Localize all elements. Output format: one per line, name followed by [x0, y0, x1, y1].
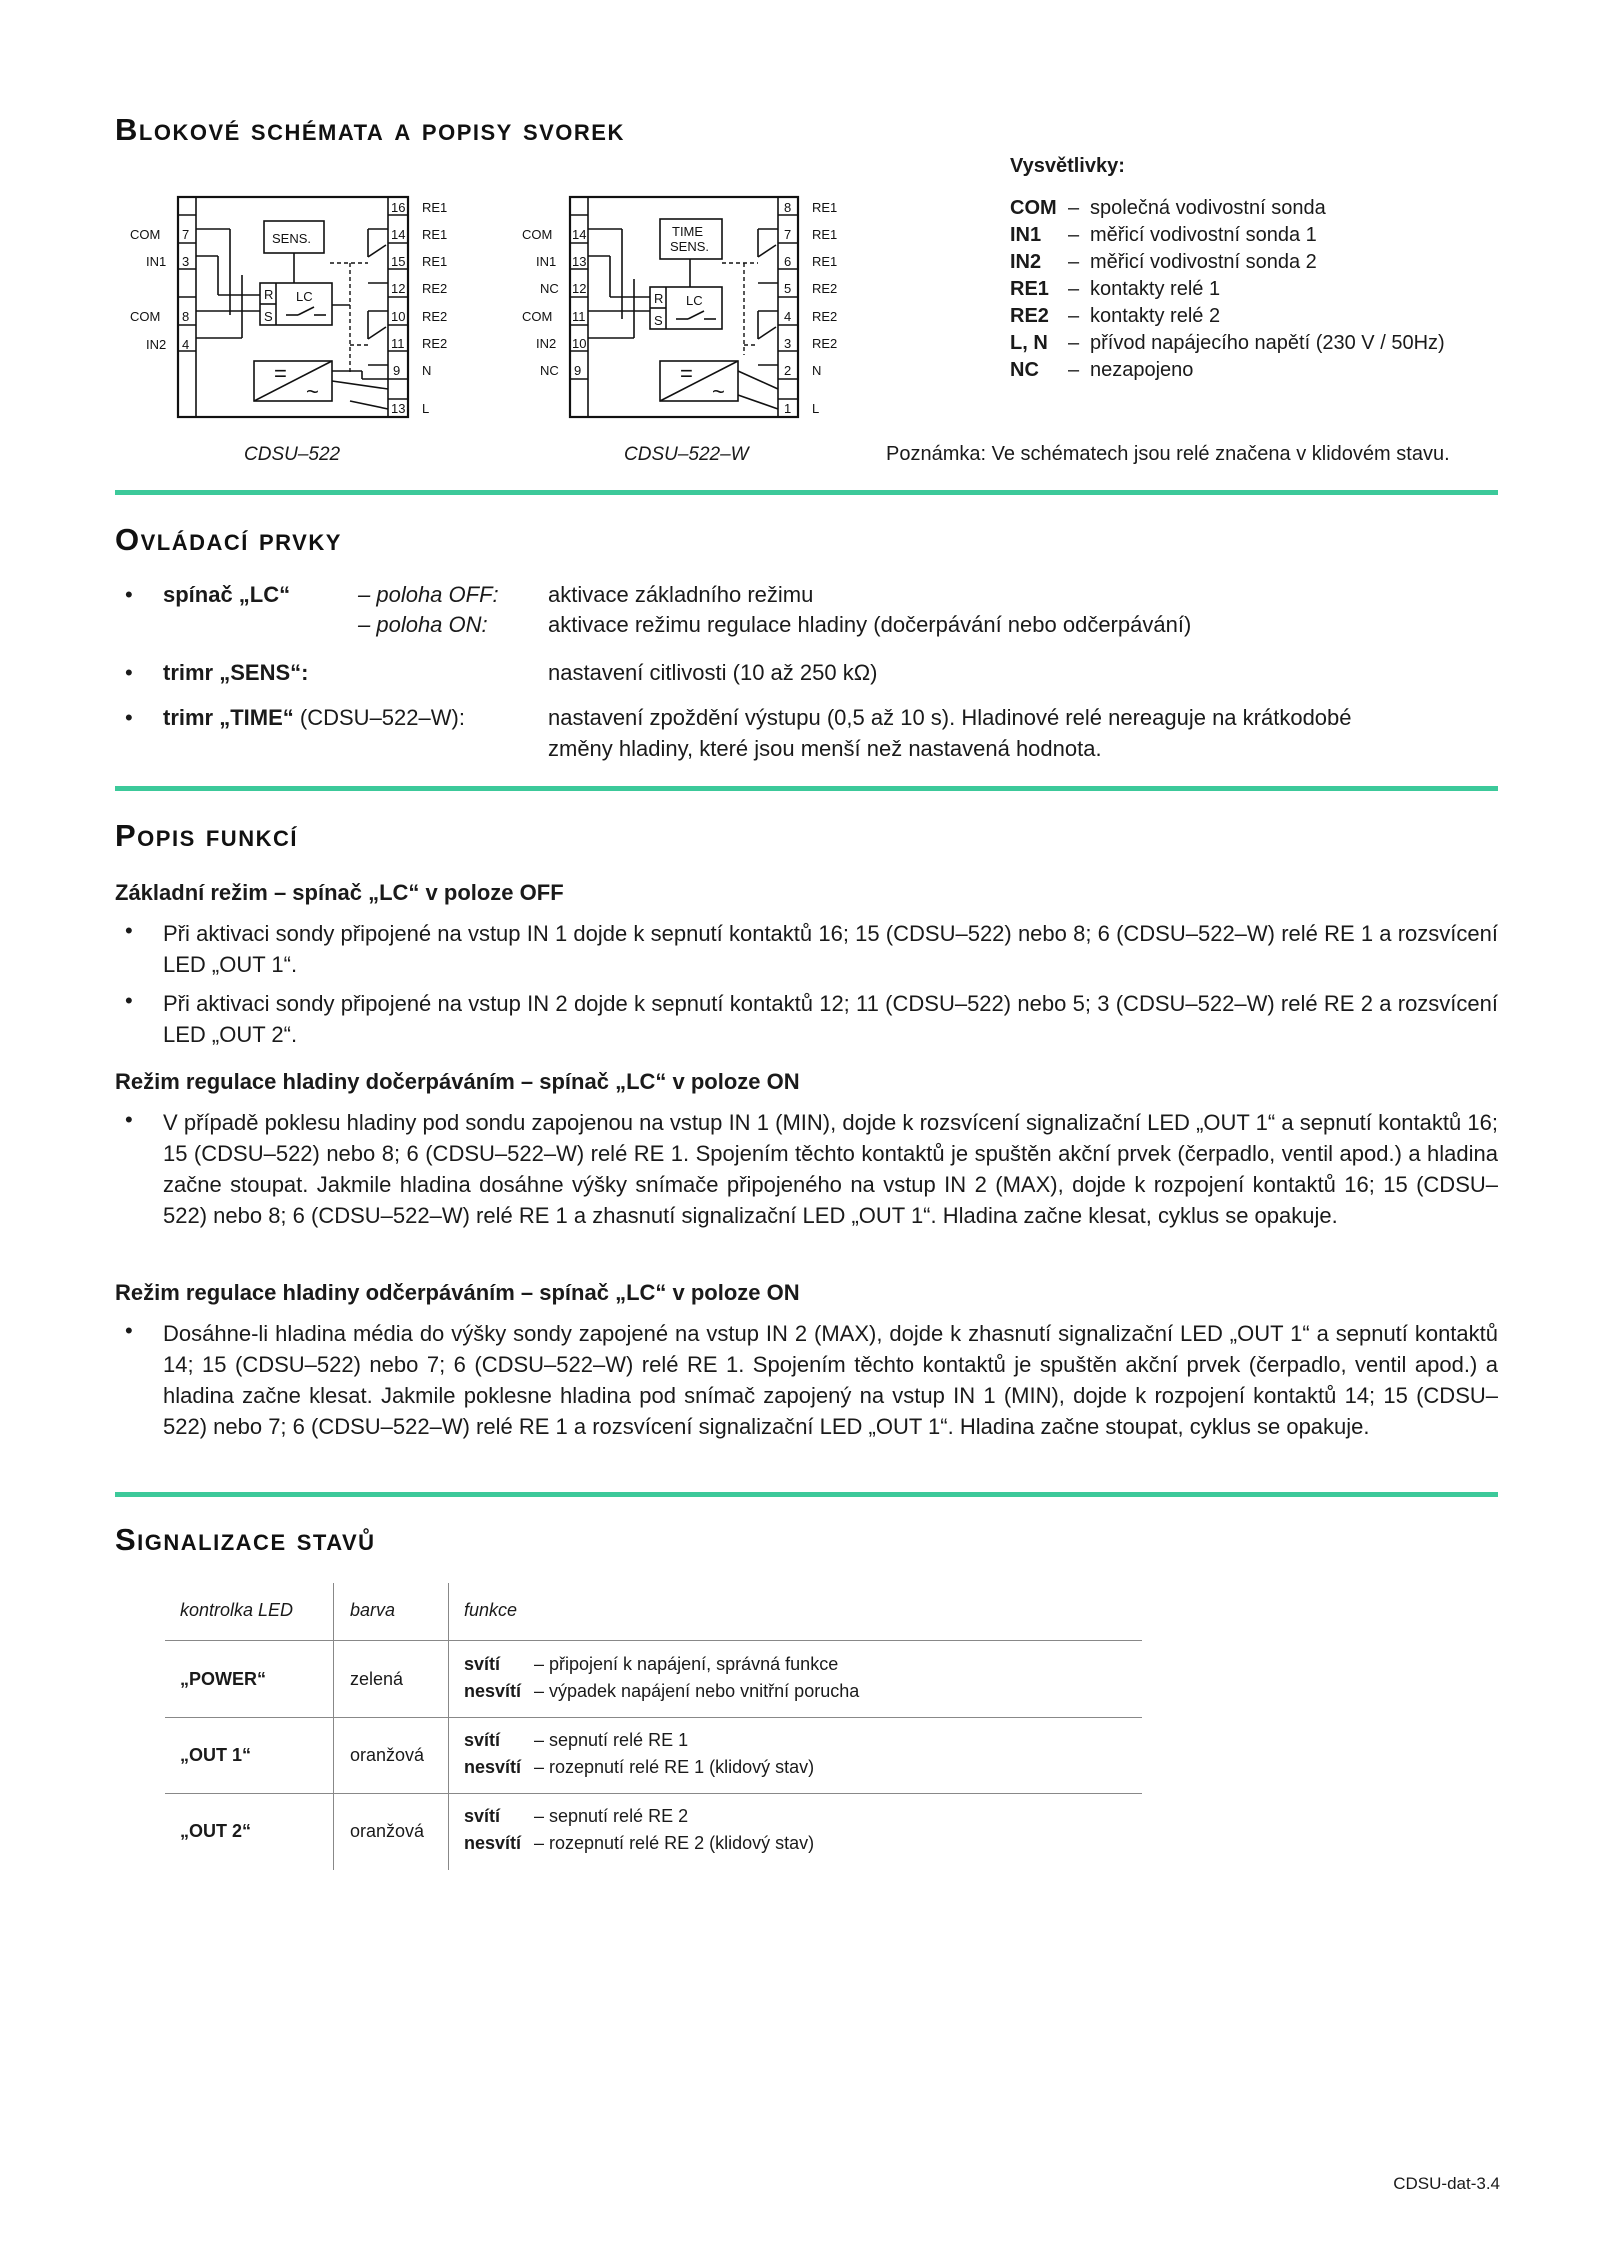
table-col-divider — [448, 1583, 449, 1870]
d1-right-label: RE2 — [422, 281, 448, 296]
legend-dash: – — [1068, 224, 1080, 246]
d1-conv-tilde: ~ — [306, 379, 319, 404]
d2-time-label: TIME — [672, 224, 704, 239]
func-on-value: – připojení k napájení, správná funkce — [534, 1654, 839, 1674]
legend-key: L, N — [1010, 332, 1048, 354]
d1-right-label: RE1 — [422, 200, 448, 215]
func-off-value: – rozepnutí relé RE 2 (klidový stav) — [534, 1833, 815, 1853]
legend-item — [1010, 224, 1317, 247]
d2-right-label: RE1 — [812, 227, 838, 242]
d1-left-num: 8 — [182, 309, 190, 324]
drain-mode-item-1: Dosáhne-li hladina média do výšky sondy zapojené na vstup IN 2 (MAX), dojde k zhasnutí signalizační LED „OUT 1“ a sepnutí kontaktů 14; 15 (CDSU–522) nebo 7; 6 (CDSU–522–W) relé RE 1. Spojením těchto kontaktů je spuštěn akční prvek (čerpadlo, ventil apod.) a hladina začne klesat. Jakmile poklesne hladina pod snímač zapojený na vstup IN 1 (MIN), dojde k rozpojení kontaktů 14; 15 (CDSU–522) nebo 7; 6 (CDSU–522–W) relé RE 1 a rozsvícení signalizační LED „OUT 1“. Hladina začne stoupat, cyklus se opakuje. — [163, 1321, 1498, 1439]
legend-desc: kontakty relé 1 — [1090, 278, 1221, 300]
time-trim-name: trimr „TIME“ — [163, 705, 294, 730]
d1-left-num: 3 — [182, 254, 190, 269]
lc-on-desc: aktivace režimu regulace hladiny (dočerpávání nebo odčerpávání) — [548, 612, 1192, 637]
time-trim-desc-1: nastavení zpoždění výstupu (0,5 až 10 s). Hladinové relé nereaguje na krátkodobé — [548, 705, 1352, 730]
legend-desc: měřicí vodivostní sonda 2 — [1090, 251, 1317, 273]
section-title-schemes: Blokové schémata a popisy svorek — [115, 112, 625, 147]
d1-conv-eq: = — [274, 361, 287, 386]
d2-left-label: IN1 — [536, 254, 557, 269]
d1-right-label: RE2 — [422, 309, 448, 324]
d1-right-num: 16 — [391, 200, 406, 215]
bullet: • — [125, 705, 133, 730]
table-row-divider — [165, 1640, 1142, 1641]
func-on-key: svítí — [464, 1654, 501, 1674]
func-off-key: nesvítí — [464, 1681, 522, 1701]
section-title-functions: Popis funkcí — [115, 818, 298, 853]
legend-dash: – — [1068, 197, 1080, 219]
d1-right-label: RE2 — [422, 336, 448, 351]
d2-lc-label: LC — [686, 293, 703, 308]
drain-mode-title: Režim regulace hladiny odčerpáváním – spínač „LC“ v poloze ON — [115, 1280, 800, 1305]
lc-off-desc: aktivace základního režimu — [548, 582, 814, 607]
section-divider — [115, 1492, 1498, 1497]
func-on-key: svítí — [464, 1806, 501, 1826]
d1-right-num: 10 — [391, 309, 406, 324]
bullet: • — [125, 1318, 133, 1343]
table-func-off — [464, 1833, 814, 1854]
lc-on-position: – poloha ON: — [358, 612, 488, 637]
d1-right-num: 9 — [393, 363, 401, 378]
d1-right-num: 12 — [391, 281, 406, 296]
legend-item — [1010, 332, 1445, 355]
sens-trim-label: trimr „SENS“: — [163, 660, 309, 685]
func-off-key: nesvítí — [464, 1757, 522, 1777]
legend-key: IN1 — [1010, 224, 1042, 246]
table-row-divider — [165, 1793, 1142, 1794]
time-trim-desc-2: změny hladiny, které jsou menší než nastavená hodnota. — [548, 736, 1102, 761]
table-led: „OUT 1“ — [180, 1745, 252, 1765]
basic-mode-title: Základní režim – spínač „LC“ v poloze OFF — [115, 880, 564, 905]
d2-left-num: 13 — [572, 254, 587, 269]
table-led: „OUT 2“ — [180, 1821, 252, 1841]
legend-desc: měřicí vodivostní sonda 1 — [1090, 224, 1317, 246]
lc-switch-label: spínač „LC“ — [163, 582, 291, 607]
d1-sens-label: SENS. — [272, 231, 312, 246]
d1-right-label: RE1 — [422, 227, 448, 242]
d1-right-num: 14 — [391, 227, 406, 242]
func-on-key: svítí — [464, 1730, 501, 1750]
d1-left-label: COM — [130, 227, 161, 242]
d2-left-num: 14 — [572, 227, 587, 242]
table-led: „POWER“ — [180, 1669, 267, 1689]
section-title-signals: Signalizace stavů — [115, 1522, 376, 1557]
legend-item — [1010, 305, 1220, 328]
legend-item — [1010, 359, 1193, 382]
diagram-cdsu-522 — [130, 195, 480, 425]
legend-key: RE2 — [1010, 305, 1049, 327]
d2-conv-eq: = — [680, 361, 693, 386]
legend-dash: – — [1068, 251, 1080, 273]
legend-key: NC — [1010, 359, 1039, 381]
time-trim-suffix: (CDSU–522–W): — [293, 705, 465, 730]
section-divider — [115, 786, 1498, 791]
fill-mode-item-1: V případě poklesu hladiny pod sondu zapojenou na vstup IN 1 (MIN), dojde k rozsvícení signalizační LED „OUT 1“ a sepnutí kontaktů 16; 15 (CDSU–522) nebo 8; 6 (CDSU–522–W) relé RE 1. Spojením těchto kontaktů je spuštěn akční prvek (čerpadlo, ventil apod.) a hladina začne stoupat. Jakmile hladina dosáhne výšky snímače připojeného na vstup IN 2 (MAX), dojde k rozpojení kontaktů 16; 15 (CDSU–522) nebo 8; 6 (CDSU–522–W) relé RE 1 a zhasnutí signalizační LED „OUT 1“. Hladina začne klesat, cyklus se opakuje. — [163, 1110, 1498, 1228]
d2-right-num: 6 — [784, 254, 792, 269]
legend-note: Poznámka: Ve schématech jsou relé značena v klidovém stavu. — [886, 443, 1450, 465]
d2-left-label: COM — [522, 227, 553, 242]
d1-left-num: 4 — [182, 337, 190, 352]
func-on-value: – sepnutí relé RE 1 — [534, 1730, 689, 1750]
d2-right-num: 3 — [784, 336, 792, 351]
d2-left-label: NC — [540, 363, 559, 378]
d1-s-label: S — [264, 309, 273, 324]
d2-right-label: RE1 — [812, 254, 838, 269]
basic-mode-item-1: Při aktivaci sondy připojené na vstup IN 1 dojde k sepnutí kontaktů 16; 15 (CDSU–522) nebo 8; 6 (CDSU–522–W) relé RE 1 a rozsvícení LED „OUT 1“. — [163, 921, 1498, 977]
d2-right-num: 5 — [784, 281, 792, 296]
d2-right-num: 1 — [784, 401, 792, 416]
d2-right-num: 2 — [784, 363, 792, 378]
d1-right-num: 15 — [391, 254, 406, 269]
func-off-value: – rozepnutí relé RE 1 (klidový stav) — [534, 1757, 815, 1777]
legend-item — [1010, 251, 1317, 274]
d2-right-label: N — [812, 363, 822, 378]
d2-left-num: 11 — [572, 309, 586, 324]
func-off-value: – výpadek napájení nebo vnitřní porucha — [534, 1681, 860, 1701]
legend-desc: přívod napájecího napětí (230 V / 50Hz) — [1090, 332, 1445, 354]
func-off-key: nesvítí — [464, 1833, 522, 1853]
d1-right-label: RE1 — [422, 254, 448, 269]
legend-dash: – — [1068, 359, 1080, 381]
diagram2-caption: CDSU–522–W — [624, 444, 749, 465]
d2-right-label: RE1 — [812, 200, 838, 215]
d1-right-num: 11 — [391, 336, 405, 351]
d2-left-num: 9 — [574, 363, 582, 378]
d2-right-label: L — [812, 401, 820, 416]
d1-left-num: 7 — [182, 227, 190, 242]
section-title-controls: Ovládací prvky — [115, 522, 342, 557]
d2-r-label: R — [654, 291, 664, 306]
d1-r-label: R — [264, 287, 274, 302]
sens-trim-desc: nastavení citlivosti (10 až 250 kΩ) — [548, 660, 878, 685]
d1-right-num: 13 — [391, 401, 406, 416]
table-func-on — [464, 1806, 688, 1827]
d2-sens-label: SENS. — [670, 239, 710, 254]
d2-right-num: 4 — [784, 309, 792, 324]
legend-dash: – — [1068, 305, 1080, 327]
bullet: • — [125, 988, 133, 1013]
time-trim-label — [163, 705, 465, 731]
table-func-on — [464, 1730, 688, 1751]
table-col-divider — [333, 1583, 334, 1870]
func-on-value: – sepnutí relé RE 2 — [534, 1806, 689, 1826]
legend-desc: kontakty relé 2 — [1090, 305, 1221, 327]
legend-item — [1010, 278, 1220, 301]
basic-mode-item-2: Při aktivaci sondy připojené na vstup IN 2 dojde k sepnutí kontaktů 12; 11 (CDSU–522) nebo 5; 3 (CDSU–522–W) relé RE 2 a rozsvícení LED „OUT 2“. — [163, 991, 1498, 1047]
legend-dash: – — [1068, 278, 1080, 300]
table-color: zelená — [350, 1669, 404, 1689]
table-func-on — [464, 1654, 838, 1675]
d2-right-label: RE2 — [812, 336, 838, 351]
legend-item — [1010, 197, 1326, 220]
d2-right-num: 7 — [784, 227, 792, 242]
legend-title: Vysvětlivky: — [1010, 155, 1125, 177]
d1-lc-label: LC — [296, 289, 313, 304]
bullet: • — [125, 660, 133, 685]
table-func-off — [464, 1757, 814, 1778]
document-code: CDSU-dat-3.4 — [1393, 2174, 1500, 2193]
legend-key: COM — [1010, 197, 1057, 219]
legend-desc: nezapojeno — [1090, 359, 1194, 381]
bullet: • — [125, 1107, 133, 1132]
lc-off-position: – poloha OFF: — [358, 582, 499, 607]
d2-left-label: NC — [540, 281, 559, 296]
d1-left-label: IN1 — [146, 254, 167, 269]
d1-left-label: COM — [130, 309, 161, 324]
table-color: oranžová — [350, 1745, 425, 1765]
d2-conv-tilde: ~ — [712, 379, 725, 404]
table-header-function: funkce — [464, 1600, 518, 1620]
d2-right-label: RE2 — [812, 309, 838, 324]
d2-left-label: IN2 — [536, 336, 557, 351]
diagram-cdsu-522-w — [522, 195, 867, 425]
table-func-off — [464, 1681, 859, 1702]
d2-left-num: 12 — [572, 281, 587, 296]
fill-mode-title: Režim regulace hladiny dočerpáváním – spínač „LC“ v poloze ON — [115, 1069, 800, 1094]
bullet: • — [125, 918, 133, 943]
d2-left-label: COM — [522, 309, 553, 324]
legend-desc: společná vodivostní sonda — [1090, 197, 1326, 219]
bullet: • — [125, 582, 133, 607]
d2-s-label: S — [654, 313, 663, 328]
d1-right-label: N — [422, 363, 432, 378]
table-header-color: barva — [350, 1600, 396, 1620]
table-row-divider — [165, 1717, 1142, 1718]
d2-right-label: RE2 — [812, 281, 838, 296]
table-color: oranžová — [350, 1821, 425, 1841]
d1-right-label: L — [422, 401, 430, 416]
legend-key: IN2 — [1010, 251, 1042, 273]
d1-left-label: IN2 — [146, 337, 167, 352]
d2-left-num: 10 — [572, 336, 587, 351]
legend-dash: – — [1068, 332, 1080, 354]
diagram1-caption: CDSU–522 — [244, 444, 341, 465]
section-divider — [115, 490, 1498, 495]
d2-right-num: 8 — [784, 200, 792, 215]
table-header-led: kontrolka LED — [180, 1600, 294, 1620]
legend-key: RE1 — [1010, 278, 1049, 300]
